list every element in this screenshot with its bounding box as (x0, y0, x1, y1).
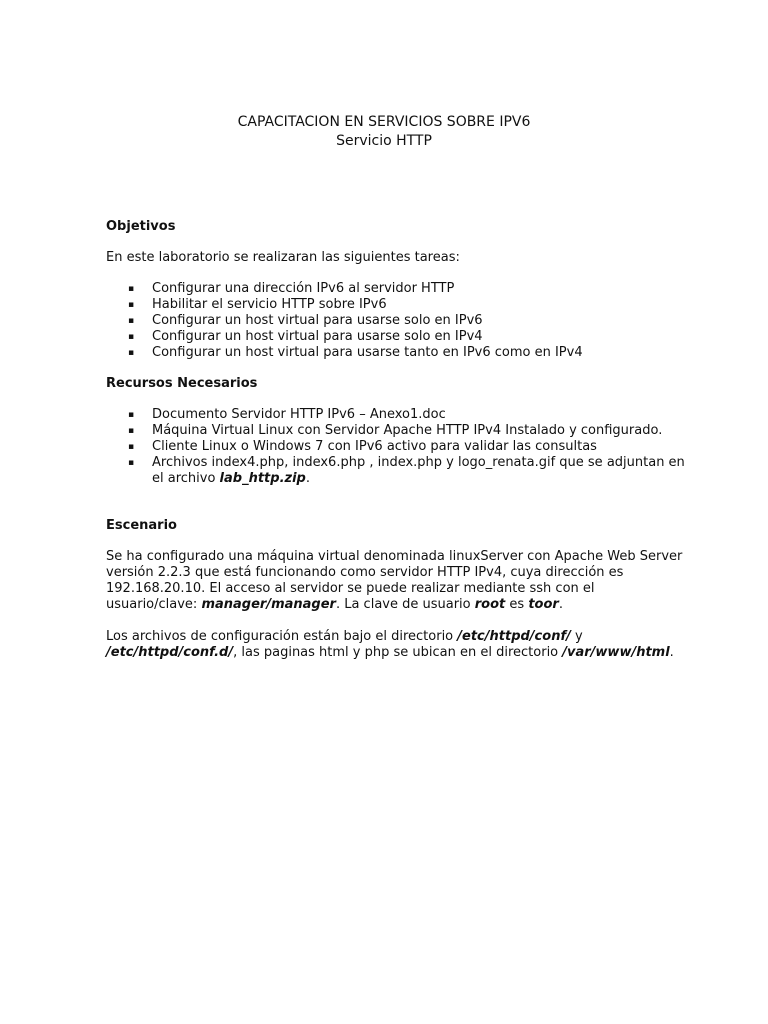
section-heading-objetivos: Objetivos (106, 219, 176, 234)
confd-directory: /etc/httpd/conf.d/ (106, 645, 234, 660)
document-title: CAPACITACION EN SERVICIOS SOBRE IPV6 (237, 114, 531, 130)
list-item: ▪ Configurar un host virtual para usarse tanto en IPv6 como en IPv4 (128, 345, 583, 360)
bullet-icon: ▪ (128, 316, 135, 326)
list-item: ▪ Documento Servidor HTTP IPv6 – Anexo1.doc (128, 407, 446, 422)
root-password: toor (528, 597, 559, 612)
recursos-list (106, 407, 686, 487)
config-directory: /etc/httpd/conf/ (457, 629, 571, 644)
document-subtitle: Servicio HTTP (336, 133, 432, 149)
document-body (106, 219, 686, 661)
title-block (0, 113, 768, 151)
list-item: ▪ Máquina Virtual Linux con Servidor Apache HTTP IPv4 Instalado y configurado. (128, 423, 663, 438)
credentials: manager/manager (201, 597, 336, 612)
bullet-icon: ▪ (128, 426, 135, 436)
list-item: ▪ Configurar un host virtual para usarse solo en IPv4 (128, 329, 483, 344)
bullet-icon: ▪ (128, 410, 135, 420)
section-heading-escenario: Escenario (106, 518, 177, 533)
objetivos-list (106, 281, 686, 361)
objetivos-intro: En este laboratorio se realizaran las siguientes tareas: (106, 250, 460, 265)
list-item: ▪ Configurar un host virtual para usarse solo en IPv6 (128, 313, 483, 328)
bullet-icon: ▪ (128, 332, 135, 342)
bullet-icon: ▪ (128, 442, 135, 452)
bullet-icon: ▪ (128, 348, 135, 358)
bullet-icon: ▪ (128, 284, 135, 294)
list-item: ▪ Archivos index4.php, index6.php , index.php y logo_renata.gif que se adjuntan en el archivo lab_http.zip. (128, 455, 685, 486)
list-item: ▪ Cliente Linux o Windows 7 con IPv6 activo para validar las consultas (128, 439, 597, 454)
root-user: root (474, 597, 506, 612)
section-heading-recursos: Recursos Necesarios (106, 376, 258, 391)
web-root-directory: /var/www/html (562, 645, 670, 660)
escenario-paragraph-2: Los archivos de configuración están bajo el directorio /etc/httpd/conf/ y /etc/httpd/conf.d/, las paginas html y php se ubican en el directorio /var/www/html. (106, 629, 674, 660)
list-item: ▪ Habilitar el servicio HTTP sobre IPv6 (128, 297, 387, 312)
bullet-icon: ▪ (128, 300, 135, 310)
zip-filename: lab_http.zip (219, 471, 306, 486)
list-item: ▪ Configurar una dirección IPv6 al servidor HTTP (128, 281, 455, 296)
escenario-paragraph-1: Se ha configurado una máquina virtual denominada linuxServer con Apache Web Server versión 2.2.3 que está funcionando como servidor HTTP IPv4, cuya dirección es 192.168.20.10. El acceso al servidor se puede realizar mediante ssh con el usuario/clave: manager/manager. La clave de usuario root es toor. (106, 549, 683, 612)
bullet-icon: ▪ (128, 458, 135, 468)
